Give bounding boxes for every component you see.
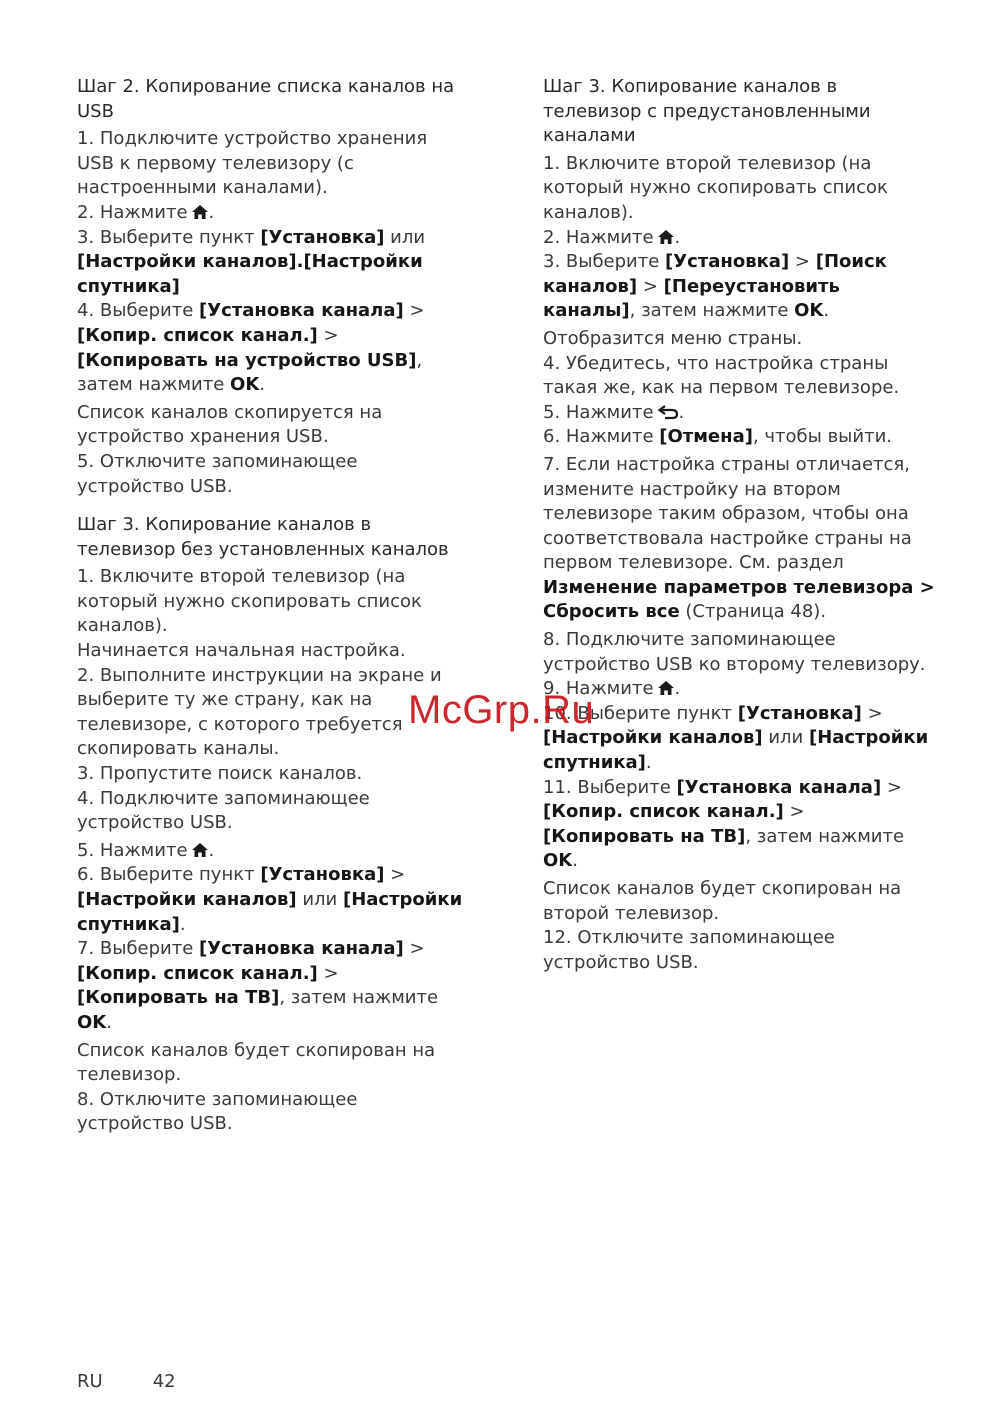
ok-label: OK xyxy=(794,300,824,322)
step-text: или xyxy=(384,226,426,248)
home-icon xyxy=(657,229,675,245)
menu-path: [Установка канала] xyxy=(676,776,882,798)
step-5: 5. Отключите запоминающее устройство USB. xyxy=(77,450,358,497)
menu-path: [Настройки каналов] xyxy=(77,889,297,910)
menu-path: [Копир. список канал.] xyxy=(543,801,784,823)
step-text: 4. Выберите xyxy=(77,300,200,322)
step-6 xyxy=(77,863,469,937)
language-code: RU xyxy=(77,1371,103,1392)
watermark: McGrp.Ru xyxy=(408,688,595,732)
menu-path: [Настройки спутника] xyxy=(77,889,463,935)
section-heading-step3-empty: Шаг 3. Копирование каналов в телевизор без установленных каналов xyxy=(77,514,449,560)
step-3: 3. Пропустите поиск каналов. xyxy=(77,763,363,785)
page-footer xyxy=(77,1371,176,1392)
step-5: 5. Нажмите . xyxy=(77,839,215,861)
step-text: , чтобы выйти. xyxy=(752,426,892,448)
step-5: 5. Нажмите . xyxy=(543,401,685,423)
step-2: 2. Выполните инструкции на экране и выберите ту же страну, как на телевизоре, с которого требуется скопировать каналы. xyxy=(77,664,442,760)
step-text: 5. Нажмите xyxy=(543,401,654,423)
menu-path: [Установка канала] xyxy=(199,938,404,960)
separator: > xyxy=(317,962,339,984)
separator: > xyxy=(783,801,805,823)
step-1: 1. Включите второй телевизор (на который нужно скопировать список каналов). xyxy=(543,152,888,223)
step-4 xyxy=(77,299,469,397)
step-text: или xyxy=(296,889,343,910)
section-heading-step3-preset: Шаг 3. Копирование каналов в телевизор с предустановленными каналами xyxy=(543,76,871,147)
menu-path: [Настройки каналов] xyxy=(543,727,763,749)
menu-path: [Настройки каналов].[Настройки спутника] xyxy=(77,251,423,297)
step-text: . xyxy=(106,1011,112,1033)
menu-path: [Поиск каналов] xyxy=(543,251,887,297)
step-text: 3. Выберите пункт xyxy=(77,226,261,248)
step-text: . xyxy=(645,752,652,774)
menu-path: [Копир. список канал.] xyxy=(77,324,318,346)
cross-reference-link[interactable]: Изменение параметров телевизора > Сбросить все xyxy=(543,576,935,623)
separator: > xyxy=(317,324,339,346)
step-7 xyxy=(77,937,469,1035)
separator: > xyxy=(861,702,883,724)
step-text: 7. Если настройка страны отличается, измените настройку на втором телевизоре таким образом, чтобы она соответствовала настройке страны на первом телевизоре. См. раздел xyxy=(543,453,912,574)
page-number: 42 xyxy=(152,1371,176,1392)
separator: > xyxy=(403,300,425,322)
menu-path: [Настройки спутника] xyxy=(543,727,929,774)
menu-path: [Установка] xyxy=(260,864,385,886)
ok-label: OK xyxy=(543,850,573,872)
menu-path: [Копировать на ТВ] xyxy=(543,825,746,847)
step-8: 8. Подключите запоминающее устройство USB ко второму телевизору. xyxy=(543,629,926,675)
page-reference: (Страница 48). xyxy=(679,601,827,623)
menu-path: [Установка канала] xyxy=(199,300,404,322)
step-text: , затем нажмите xyxy=(629,300,795,322)
back-icon xyxy=(657,404,679,420)
separator: > xyxy=(637,275,664,297)
menu-path: [Установка] xyxy=(737,702,862,724)
step-2: 2. Нажмите . xyxy=(543,226,681,248)
separator: > xyxy=(789,251,816,273)
menu-path: [Установка] xyxy=(260,226,385,248)
separator: > xyxy=(384,864,406,886)
step-1: 1. Включите второй телевизор (на который нужно скопировать список каналов). xyxy=(77,566,422,637)
info-note: Начинается начальная настройка. xyxy=(77,640,406,662)
step-text: . xyxy=(259,374,266,396)
step-text: 2. Нажмите xyxy=(77,201,188,223)
result-note: Список каналов будет скопирован на второй телевизор. xyxy=(543,878,902,924)
step-text: . xyxy=(179,913,186,935)
step-text: 11. Выберите xyxy=(543,776,677,798)
step-text: 7. Выберите xyxy=(77,938,200,960)
menu-path: [Копировать на устройство USB] xyxy=(77,349,417,371)
step-text: 2. Нажмите xyxy=(543,226,654,248)
step-4: 4. Убедитесь, что настройка страны такая же, как на первом телевизоре. xyxy=(543,352,900,399)
step-text: 10. Выберите пункт xyxy=(543,702,738,724)
step-12: 12. Отключите запоминающее устройство USB. xyxy=(543,927,835,973)
home-icon xyxy=(191,842,209,858)
menu-path: [Копир. список канал.] xyxy=(77,962,318,984)
step-7 xyxy=(543,453,935,625)
menu-path: [Отмена] xyxy=(659,426,753,448)
step-text: 6. Выберите пункт xyxy=(77,864,261,886)
step-1: 1. Подключите устройство хранения USB к первому телевизору (с настроенными каналами). xyxy=(77,128,428,199)
step-3 xyxy=(77,226,469,300)
menu-path: [Переустановить каналы] xyxy=(543,275,840,322)
ok-label: OK xyxy=(230,374,260,396)
step-text: 5. Нажмите xyxy=(77,839,188,861)
step-text: , затем нажмите xyxy=(279,987,439,1009)
separator: > xyxy=(881,776,902,798)
step-11 xyxy=(543,776,935,874)
step-text: , затем нажмите xyxy=(745,825,905,847)
step-text: . xyxy=(823,300,830,322)
step-2: 2. Нажмите . xyxy=(77,201,215,223)
step-text: . xyxy=(572,850,578,872)
step-text: или xyxy=(762,727,809,749)
step-4: 4. Подключите запоминающее устройство USB. xyxy=(77,787,370,834)
step-6 xyxy=(543,425,935,450)
right-column xyxy=(543,75,935,975)
menu-path: [Установка] xyxy=(665,251,790,273)
step-text: , затем нажмите xyxy=(77,349,423,396)
step-text: 6. Нажмите xyxy=(543,426,660,448)
home-icon xyxy=(191,204,209,220)
section-heading-step2: Шаг 2. Копирование списка каналов на USB xyxy=(77,76,455,122)
step-10 xyxy=(543,702,935,776)
separator: > xyxy=(403,938,425,960)
step-9: 9. Нажмите . xyxy=(543,678,681,700)
step-text: 9. Нажмите xyxy=(543,678,654,700)
menu-path: [Копировать на ТВ] xyxy=(77,987,280,1009)
ok-label: OK xyxy=(77,1011,107,1033)
info-note: Отобразится меню страны. xyxy=(543,327,803,349)
result-note: Список каналов скопируется на устройство хранения USB. xyxy=(77,401,383,448)
result-note: Список каналов будет скопирован на телевизор. xyxy=(77,1039,436,1086)
step-text: 3. Выберите xyxy=(543,251,666,273)
step-3 xyxy=(543,250,935,324)
left-column xyxy=(77,75,469,1137)
home-icon xyxy=(657,680,675,696)
step-8: 8. Отключите запоминающее устройство USB. xyxy=(77,1088,358,1135)
